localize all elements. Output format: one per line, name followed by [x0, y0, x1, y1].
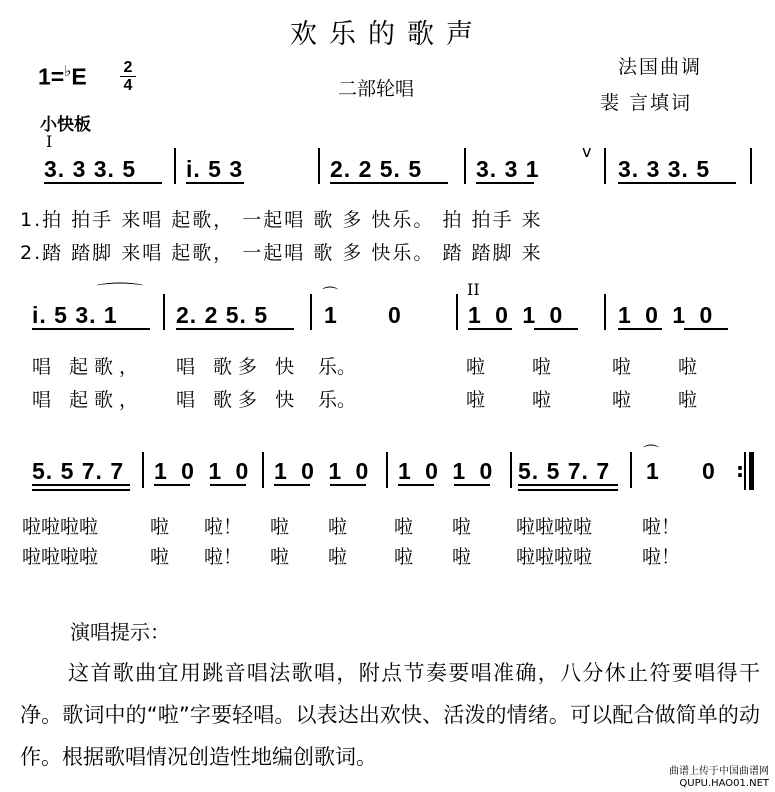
barline — [750, 148, 752, 184]
measure-1: 3. 3 3. 5 — [44, 156, 137, 182]
fermata-mark: ⌒ — [322, 285, 339, 304]
meter-bottom: 4 — [123, 77, 133, 94]
barline — [163, 294, 165, 330]
lyric-word: 啦啦啦啦 — [22, 546, 99, 568]
key-prefix: 1= — [38, 63, 65, 90]
beam — [154, 484, 190, 486]
measure-16-note: 1 — [646, 458, 660, 484]
subtitle: 二部轮唱 — [338, 78, 415, 100]
site-watermark — [669, 766, 769, 790]
lyric-word: 啦 — [466, 389, 486, 411]
barline — [604, 294, 606, 330]
beam — [274, 484, 310, 486]
time-signature — [120, 60, 136, 93]
beam — [330, 182, 448, 184]
lyric-word: 啦 — [150, 516, 170, 538]
measure-8-note: 1 — [324, 302, 338, 328]
beam — [468, 328, 512, 330]
lyric-word: 唱 歌多 快 — [176, 389, 301, 411]
beam — [618, 328, 662, 330]
measure-13: 1 0 1 0 — [274, 458, 370, 484]
hints-heading: 演唱提示： — [70, 620, 170, 644]
lyric-word: 啦 — [678, 356, 698, 378]
lyric-word: 啦 — [452, 546, 472, 568]
lyric-word: 唱 起歌， — [32, 356, 145, 378]
beam — [534, 328, 578, 330]
watermark-line2: QUPU.HAO01.NET — [679, 778, 769, 789]
lyric-word: 啦啦啦啦 — [22, 516, 99, 538]
barline — [510, 452, 512, 488]
repeat-dots: : — [736, 458, 744, 482]
lyric-word: 唱 起歌， — [32, 389, 145, 411]
tempo-marking: 小快板 — [40, 115, 91, 135]
lyric-word: 啦！ — [642, 516, 681, 538]
section-marker-two: II — [467, 280, 480, 299]
song-title: 欢乐的歌声 — [290, 19, 485, 50]
measure-2: i. 5 3 — [186, 156, 244, 182]
lyric-word: 啦 — [532, 389, 552, 411]
lyric-word: 啦！ — [204, 516, 243, 538]
measure-16-rest: 0 — [702, 458, 716, 484]
barline — [464, 148, 466, 184]
lyric-word: 啦 — [612, 389, 632, 411]
lyric-word: 啦 — [328, 516, 348, 538]
lyric-line1-verse2: 2.踏 踏脚 来唱 起歌， 一起唱 歌 多 快乐。 踏 踏脚 来 — [20, 242, 543, 264]
breath-mark: v — [582, 142, 592, 161]
beam — [44, 182, 162, 184]
barline — [142, 452, 144, 488]
section-marker-one: I — [46, 132, 53, 151]
beam — [518, 484, 618, 486]
hints-body: 这首歌曲宜用跳音唱法歌唱，附点节奏要唱准确，八分休止符要唱得干净。歌词中的“啦”字要轻唱。以表达出欢快、活泼的情绪。可以配合做简单的动作。根据歌唱情况创造性地编创歌词。 — [20, 661, 760, 769]
barline — [310, 294, 312, 330]
barline — [604, 148, 606, 184]
fermata-mark: ⌒ — [643, 443, 660, 462]
beam — [32, 489, 130, 491]
beam — [398, 484, 434, 486]
beam — [32, 328, 150, 330]
key-note: E — [71, 63, 87, 90]
beam — [186, 182, 244, 184]
barline — [262, 452, 264, 488]
lyric-word: 啦 — [452, 516, 472, 538]
flat-symbol: ♭ — [64, 63, 72, 80]
beam — [684, 328, 728, 330]
beam — [454, 484, 490, 486]
end-barline-thick — [749, 452, 754, 490]
lyric-word: 啦！ — [642, 546, 681, 568]
slur-mark: ⌒ — [95, 281, 145, 300]
lyric-word: 啦 — [270, 516, 290, 538]
beam — [210, 484, 246, 486]
barline — [174, 148, 176, 184]
lyric-word: 啦 — [150, 546, 170, 568]
lyric-word: 啦 — [466, 356, 486, 378]
measure-12: 1 0 1 0 — [154, 458, 250, 484]
end-barline-thin — [744, 452, 746, 490]
composer-credit: 法国曲调 — [618, 56, 703, 78]
beam — [518, 489, 618, 491]
lyric-line1-verse1: 1.拍 拍手 来唱 起歌， 一起唱 歌 多 快乐。 拍 拍手 来 — [20, 209, 543, 231]
measure-5: 3. 3 3. 5 — [618, 156, 711, 182]
barline — [386, 452, 388, 488]
beam — [476, 182, 534, 184]
lyric-word: 啦 — [612, 356, 632, 378]
barline — [456, 294, 458, 330]
lyric-word: 啦 — [394, 516, 414, 538]
lyric-word: 啦 — [270, 546, 290, 568]
barline — [318, 148, 320, 184]
lyric-word: 啦 — [532, 356, 552, 378]
lyric-word: 啦啦啦啦 — [516, 516, 593, 538]
measure-15: 5. 5 7. 7 — [518, 458, 611, 484]
lyric-word: 啦 — [678, 389, 698, 411]
lyric-word: 啦 — [394, 546, 414, 568]
beam — [618, 182, 736, 184]
watermark-line1: 曲谱上传于中国曲谱网 — [669, 766, 769, 777]
key-signature — [38, 62, 87, 91]
measure-14: 1 0 1 0 — [398, 458, 494, 484]
measure-11: 5. 5 7. 7 — [32, 458, 125, 484]
beam — [330, 484, 366, 486]
measure-9: 1 0 1 0 — [468, 302, 564, 328]
lyric-word: 唱 歌多 快 — [176, 356, 301, 378]
lyric-word: 乐。 — [318, 389, 357, 411]
beam — [32, 484, 130, 486]
lyricist-credit: 裴 言填词 — [600, 92, 693, 114]
lyric-word: 啦！ — [204, 546, 243, 568]
measure-7: 2. 2 5. 5 — [176, 302, 269, 328]
measure-3: 2. 2 5. 5 — [330, 156, 423, 182]
lyric-word: 乐。 — [318, 356, 357, 378]
beam — [176, 328, 294, 330]
meter-top: 2 — [123, 59, 133, 76]
measure-4: 3. 3 1 — [476, 156, 540, 182]
lyric-word: 啦 — [328, 546, 348, 568]
measure-6: i. 5 3. 1 — [32, 302, 118, 328]
barline — [630, 452, 632, 488]
lyric-word: 啦啦啦啦 — [516, 546, 593, 568]
measure-10: 1 0 1 0 — [618, 302, 714, 328]
measure-8-rest: 0 — [388, 302, 402, 328]
